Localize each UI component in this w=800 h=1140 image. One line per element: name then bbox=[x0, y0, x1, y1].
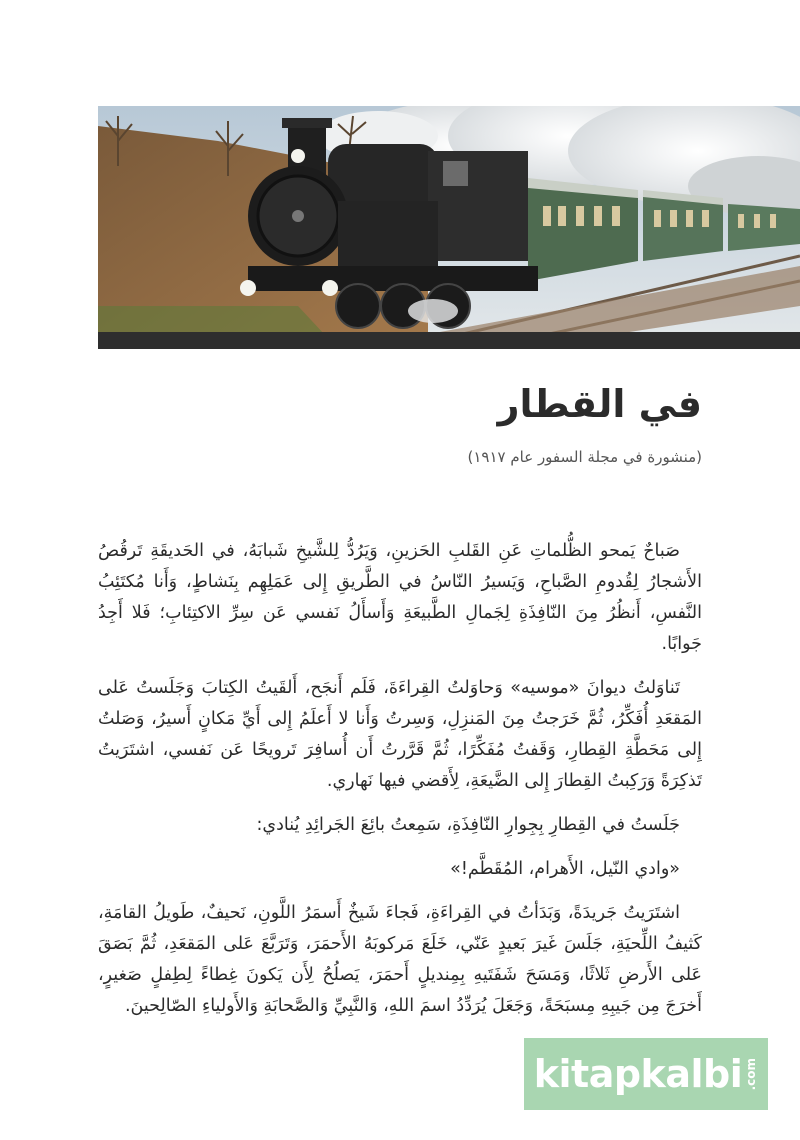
watermark-logo bbox=[524, 1038, 768, 1110]
watermark-suffix: .com bbox=[744, 1057, 759, 1091]
train-illustration bbox=[98, 106, 800, 349]
paragraph: جَلَستُ في القِطارِ بِجِوارِ النّافِذَةِ، سَمِعتُ بائِعَ الجَرائِدِ يُنادي: bbox=[256, 815, 680, 835]
header-divider-bar bbox=[98, 332, 800, 349]
watermark-text: kitapkalbi bbox=[533, 1052, 743, 1096]
paragraph: «وادي النّيل، الأَهرام، المُقَطَّم!» bbox=[450, 859, 680, 879]
article-body bbox=[98, 536, 702, 1035]
paragraph: صَباحٌ يَمحو الظُّلماتِ عَنِ القَلبِ الحَزينِ، وَيَرُدُّ لِلشَّيخِ شَبابَهُ، في الحَديقَةِ تَرقُصُ الأَشجارُ لِقُدومِ الصَّباحِ، وَيَسيرُ النّاسُ في الطَّريقِ إِلى عَمَلِهِم بِنَشاطٍ، وَأَنا مُكتَئِبُ النَّفسِ، أَنظُرُ مِنَ النّافِذَةِ لِجَمالِ الطَّبيعَةِ وَأَسأَلُ نَفسي عَن سِرِّ الاكتِئابِ؛ فَلا أَجِدُ جَوابًا. bbox=[98, 541, 702, 654]
paragraph: اشتَرَيتُ جَريدَةً، وَبَدَأتُ في القِراءَةِ، فَجاءَ شَيخٌ أَسمَرُ اللَّونِ، نَحيفٌ، طَويلُ القامَةِ، كَثيفُ اللِّحيَةِ، جَلَسَ غَيرَ بَعيدٍ عَنّي، خَلَعَ مَركوبَهُ الأَحمَرَ، وَتَرَبَّعَ عَلى المَقعَدِ، ثُمَّ بَصَقَ عَلى الأَرضِ ثَلاثًا، وَمَسَحَ شَفَتَيهِ بِمِنديلٍ أَحمَرَ، يَصلُحُ لِأَن يَكونَ غِطاءً لِطِفلٍ صَغيرٍ، أَخرَجَ مِن جَيبِهِ مِسبَحَةً، وَجَعَلَ يُرَدِّدُ اسمَ اللهِ، وَالنَّبِيِّ وَالصَّحابَةِ وَالأَولياءِ الصّالِحينَ. bbox=[98, 903, 702, 1016]
hero-image-steam-train bbox=[98, 106, 800, 349]
paragraph: تَناوَلتُ ديوانَ «موسيه» وَحاوَلتُ القِراءَةَ، فَلَم أَنجَح، أَلقَيتُ الكِتابَ وَجَلَستُ عَلى المَقعَدِ أُفَكِّرُ، ثُمَّ خَرَجتُ مِنَ المَنزِلِ، وَسِرتُ وَأَنا لا أَعلَمُ إِلى أَيِّ مَكانٍ أَسيرُ، وَصَلتُ إِلى مَحَطَّةِ القِطارِ، وَقَفتُ مُفَكِّرًا، ثُمَّ قَرَّرتُ أَن أُسافِرَ تَرويحًا عَن نَفسي، اشتَرَيتُ تَذكِرَةً وَرَكِبتُ القِطارَ إِلى الضَّيعَةِ، لِأَقضي فيها نَهاري. bbox=[98, 678, 702, 791]
chapter-subtitle: (منشورة في مجلة السفور عام ١٩١٧) bbox=[467, 448, 702, 466]
chapter-title: في القطار bbox=[497, 382, 702, 426]
